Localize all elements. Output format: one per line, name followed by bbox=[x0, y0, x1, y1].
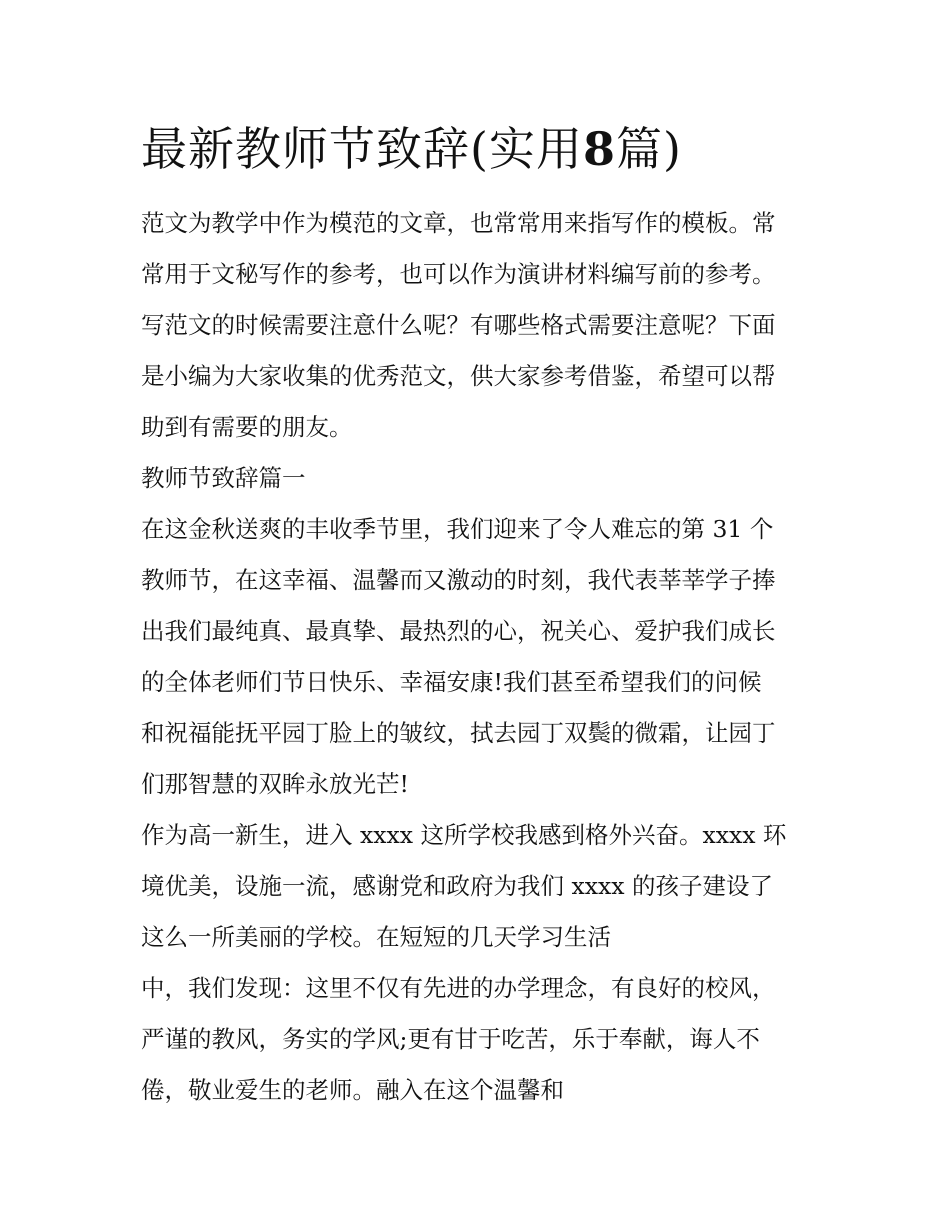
paragraph-line: 境优美，设施一流，感谢党和政府为我们 xxxx 的孩子建设了 bbox=[141, 872, 773, 900]
paragraph-line: 这么一所美丽的学校。在短短的几天学习生活 bbox=[141, 923, 611, 951]
section-heading: 教师节致辞篇一 bbox=[141, 464, 306, 492]
title-number: 8 bbox=[582, 122, 616, 176]
paragraph-line: 作为高一新生，进入 xxxx 这所学校我感到格外兴奋。xxxx 环 bbox=[141, 821, 787, 849]
intro-line: 范文为教学中作为模范的文章，也常常用来指写作的模板。常 bbox=[141, 209, 776, 237]
paragraph-line: 中，我们发现：这里不仅有先进的办学理念，有良好的校风， bbox=[141, 974, 776, 1002]
paragraph-line: 严谨的教风，务实的学风;更有甘于吃苦，乐于奉献，诲人不 bbox=[141, 1025, 760, 1053]
paragraph-two bbox=[141, 810, 813, 963]
paragraph-three bbox=[141, 963, 813, 1116]
intro-line: 是小编为大家收集的优秀范文，供大家参考借鉴，希望可以帮 bbox=[141, 362, 776, 390]
paragraph-line: 出我们最纯真、最真挚、最热烈的心，祝关心、爱护我们成长 bbox=[141, 617, 776, 645]
document-title bbox=[141, 112, 813, 186]
paragraph-line: 在这金秋送爽的丰收季节里，我们迎来了令人难忘的第 31 个 bbox=[141, 515, 774, 543]
intro-line: 写范文的时候需要注意什么呢？有哪些格式需要注意呢？下面 bbox=[141, 311, 776, 339]
paragraph-line: 倦，敬业爱生的老师。融入在这个温馨和 bbox=[141, 1076, 564, 1104]
paragraph-line: 和祝福能抚平园丁脸上的皱纹，拭去园丁双鬓的微霜，让园丁 bbox=[141, 719, 776, 747]
paragraph-line: 教师节，在这幸福、温馨而又激动的时刻，我代表莘莘学子捧 bbox=[141, 566, 776, 594]
title-spacer bbox=[141, 186, 813, 198]
title-prefix: 最新教师节致辞(实用 bbox=[141, 122, 583, 176]
intro-line: 助到有需要的朋友。 bbox=[141, 413, 353, 441]
paragraph-line: 们那智慧的双眸永放光芒! bbox=[141, 770, 409, 798]
paragraph-line: 的全体老师们节日快乐、幸福安康!我们甚至希望我们的问候 bbox=[141, 668, 762, 696]
title-suffix: 篇) bbox=[615, 122, 682, 176]
intro-line: 常用于文秘写作的参考，也可以作为演讲材料编写前的参考。 bbox=[141, 260, 776, 288]
paragraph-one bbox=[141, 504, 813, 810]
intro-paragraph bbox=[141, 198, 813, 453]
document-body bbox=[141, 112, 813, 1116]
